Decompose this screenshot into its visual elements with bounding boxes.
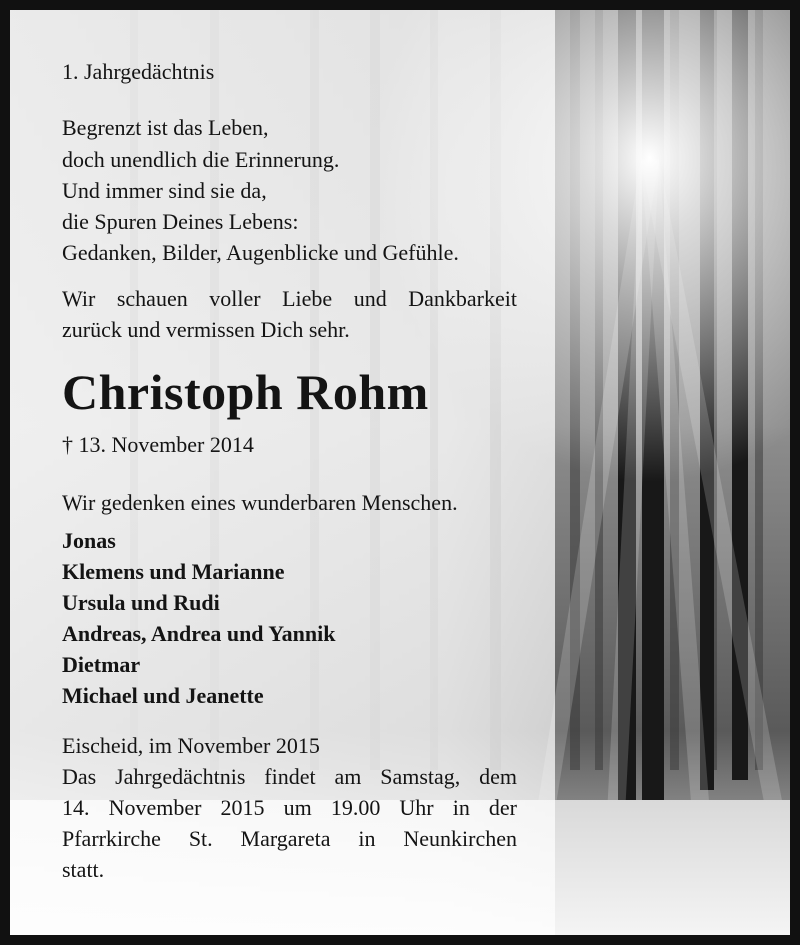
place-date: Eischeid, im November 2015 <box>62 733 320 758</box>
remembrance-text: Wir gedenken eines wunderbaren Menschen. <box>62 490 458 515</box>
message-line: Wir schauen voller Liebe und Dankbarkeit <box>62 286 517 311</box>
mourner-name: Michael und Jeanette <box>62 683 264 708</box>
service-notice-line: Das Jahrgedächtnis findet am Samstag, dem <box>62 764 517 789</box>
mourner-name: Klemens und Marianne <box>62 559 285 584</box>
mourner-name: Andreas, Andrea und Yannik <box>62 621 336 646</box>
death-date: † 13. November 2014 <box>62 432 254 457</box>
mourner-name: Ursula und Rudi <box>62 590 220 615</box>
poem-line: die Spuren Deines Lebens: <box>62 209 299 234</box>
mourner-name: Jonas <box>62 528 116 553</box>
service-notice-line: statt. <box>62 857 105 882</box>
deceased-name: Christoph Rohm <box>62 364 429 420</box>
poem-line: Gedanken, Bilder, Augenblicke und Gefühle. <box>62 240 459 265</box>
message-line: zurück und vermissen Dich sehr. <box>62 317 350 342</box>
heading: 1. Jahrgedächtnis <box>62 59 215 84</box>
poem-line: Begrenzt ist das Leben, <box>62 115 269 140</box>
poem-line: doch unendlich die Erinnerung. <box>62 147 340 172</box>
service-notice-line: 14. November 2015 um 19.00 Uhr in der <box>62 795 517 820</box>
poem-line: Und immer sind sie da, <box>62 178 267 203</box>
mourner-name: Dietmar <box>62 652 141 677</box>
service-notice-line: Pfarrkirche St. Margareta in Neunkirchen <box>62 826 517 851</box>
